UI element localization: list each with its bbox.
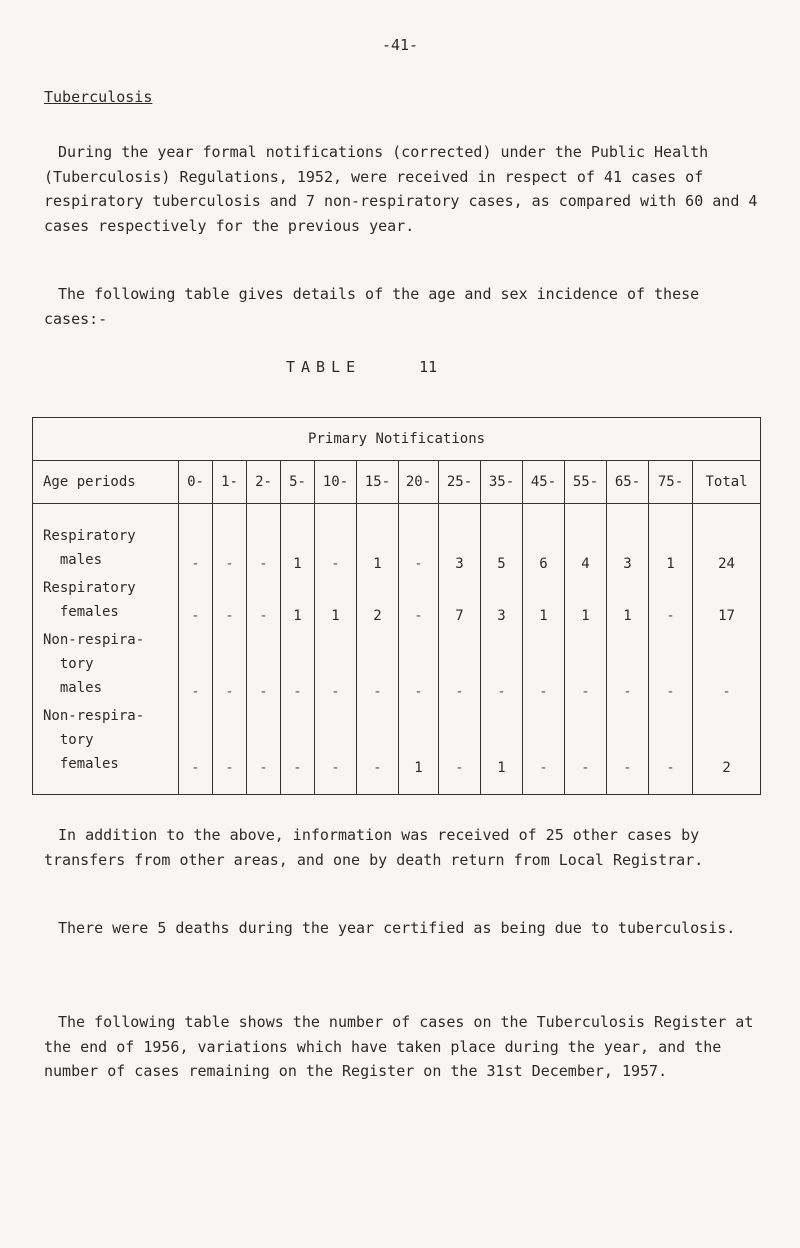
header-cell: 45- — [523, 461, 565, 504]
header-cell: 35- — [481, 461, 523, 504]
row-label — [33, 628, 179, 704]
row-value-cell: - — [481, 628, 523, 704]
header-cell: 1- — [213, 461, 247, 504]
row-value-cell: 6 — [523, 504, 565, 576]
header-cell: 5- — [281, 461, 315, 504]
row-value-cell: 1 — [607, 576, 649, 628]
row-label-line: tory — [43, 731, 94, 748]
row-value-cell: 1 — [481, 704, 523, 795]
row-value-cell: - — [213, 504, 247, 576]
header-cell: 15- — [357, 461, 399, 504]
row-total-cell: 2 — [693, 704, 761, 795]
row-total-cell: - — [693, 628, 761, 704]
row-value-cell: - — [247, 504, 281, 576]
paragraph-deaths: There were 5 deaths during the year certified as being due to tuberculosis. — [58, 919, 736, 937]
row-label — [33, 576, 179, 628]
row-value-cell: - — [523, 628, 565, 704]
row-value-cell: 7 — [439, 576, 481, 628]
table-body — [33, 504, 761, 795]
row-value-cell: 1 — [357, 504, 399, 576]
header-cell: 20- — [399, 461, 439, 504]
paragraph-table-intro: The following table gives details of the age and sex incidence of these cases:- — [44, 285, 700, 328]
row-value-cell: - — [439, 704, 481, 795]
row-value-cell: - — [565, 628, 607, 704]
row-value-cell: - — [315, 504, 357, 576]
row-value-cell: 1 — [315, 576, 357, 628]
row-value-cell: - — [357, 704, 399, 795]
row-total-cell: 24 — [693, 504, 761, 576]
row-value-cell: - — [281, 628, 315, 704]
row-value-cell: - — [179, 504, 213, 576]
row-value-cell: - — [523, 704, 565, 795]
header-cell: 75- — [649, 461, 693, 504]
row-value-cell: - — [649, 628, 693, 704]
row-value-cell: - — [439, 628, 481, 704]
row-value-cell: 1 — [281, 576, 315, 628]
header-cell: 65- — [607, 461, 649, 504]
row-value-cell: - — [649, 704, 693, 795]
row-value-cell: - — [649, 576, 693, 628]
row-value-cell: - — [357, 628, 399, 704]
row-value-cell: 1 — [565, 576, 607, 628]
row-value-cell: 1 — [523, 576, 565, 628]
row-label-line: females — [43, 755, 119, 772]
row-value-cell: - — [399, 628, 439, 704]
row-value-cell: - — [179, 704, 213, 795]
table-row — [33, 504, 761, 576]
row-value-cell: - — [213, 628, 247, 704]
row-label — [33, 504, 179, 576]
row-value-cell: - — [247, 576, 281, 628]
row-label-line: Non-respira- — [43, 707, 145, 724]
row-label — [33, 704, 179, 795]
table-row — [33, 628, 761, 704]
row-value-cell: - — [281, 704, 315, 795]
row-value-cell: - — [179, 576, 213, 628]
header-cell: 10- — [315, 461, 357, 504]
row-value-cell: 5 — [481, 504, 523, 576]
row-value-cell: - — [315, 704, 357, 795]
header-cell: 55- — [565, 461, 607, 504]
header-cell: 25- — [439, 461, 481, 504]
row-value-cell: - — [213, 576, 247, 628]
paragraph-register: The following table shows the number of cases on the Tuberculosis Register at the end of 1956, variations which have taken place during the year, and the number of cases remaining on the Register on the 31st December, 1957. — [44, 1013, 754, 1080]
page-number: -41- — [381, 36, 419, 54]
row-value-cell: 4 — [565, 504, 607, 576]
row-value-cell: 3 — [439, 504, 481, 576]
row-value-cell: 3 — [481, 576, 523, 628]
table-title: Primary Notifications — [33, 418, 761, 461]
row-value-cell: 2 — [357, 576, 399, 628]
row-label-line: males — [43, 679, 103, 696]
row-value-cell: 3 — [607, 504, 649, 576]
row-value-cell: - — [607, 628, 649, 704]
paragraph-notifications: During the year formal notifications (corrected) under the Public Health (Tuberculosis) Regulations, 1952, were received in respect of 41 cases of respiratory tuberculosis and 7 non-respiratory cases, as compared with 60 and 4 cases respectively for the previous year. — [44, 143, 758, 235]
row-value-cell: - — [399, 576, 439, 628]
table-caption — [286, 358, 437, 376]
header-age-periods: Age periods — [33, 461, 179, 504]
table-caption-label: TABLE — [286, 358, 362, 376]
row-value-cell: - — [399, 504, 439, 576]
row-label-line: tory — [43, 655, 94, 672]
row-label-line: females — [43, 603, 119, 620]
section-heading: Tuberculosis — [44, 88, 153, 106]
table-row — [33, 576, 761, 628]
row-label-line: Respiratory — [43, 527, 136, 544]
header-cell: Total — [693, 461, 761, 504]
row-value-cell: - — [247, 704, 281, 795]
row-total-cell: 17 — [693, 576, 761, 628]
primary-notifications-table — [32, 417, 761, 795]
row-label-line: males — [43, 551, 103, 568]
row-value-cell: - — [213, 704, 247, 795]
header-cell: 2- — [247, 461, 281, 504]
row-value-cell: - — [565, 704, 607, 795]
table-caption-number: 11 — [419, 358, 438, 376]
row-value-cell: - — [315, 628, 357, 704]
row-value-cell: - — [607, 704, 649, 795]
table-row — [33, 704, 761, 795]
row-value-cell: 1 — [649, 504, 693, 576]
row-value-cell: - — [179, 628, 213, 704]
paragraph-transfers: In addition to the above, information was received of 25 other cases by transfers from other areas, and one by death return from Local Registrar. — [44, 826, 704, 869]
row-value-cell: 1 — [281, 504, 315, 576]
row-label-line: Non-respira- — [43, 631, 145, 648]
header-cell: 0- — [179, 461, 213, 504]
row-label-line: Respiratory — [43, 579, 136, 596]
row-value-cell: 1 — [399, 704, 439, 795]
table-header-row — [33, 461, 761, 504]
row-value-cell: - — [247, 628, 281, 704]
